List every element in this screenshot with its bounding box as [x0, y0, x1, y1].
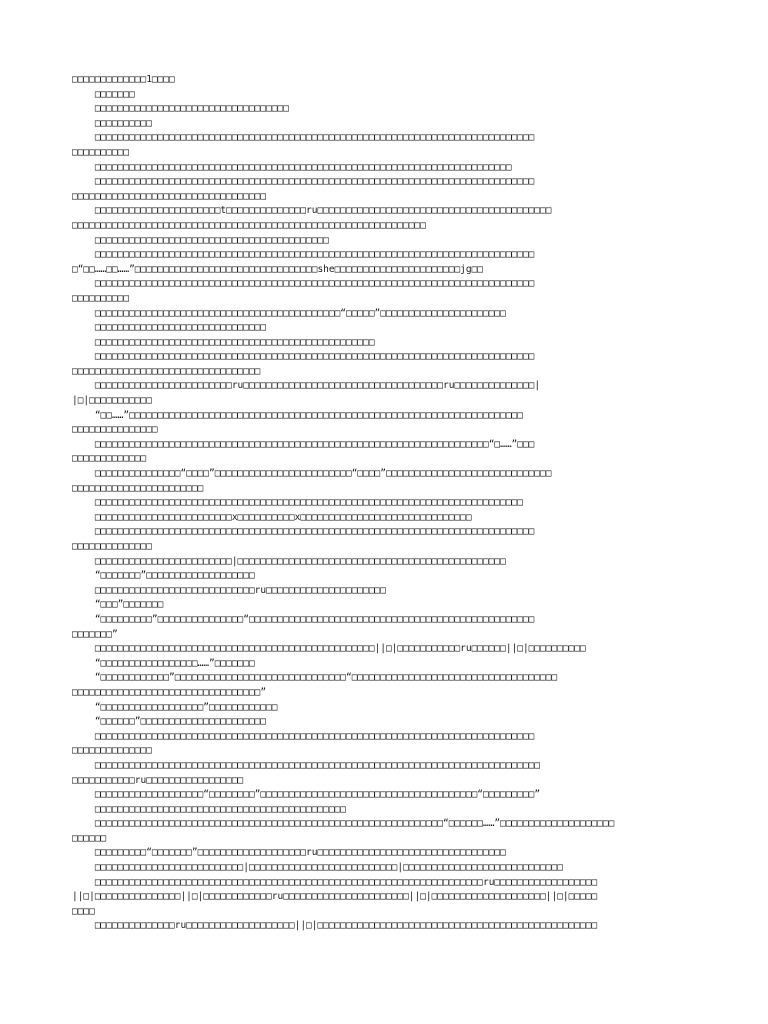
text-line: □□□□□□□□□□□□□□□□□□□□□□□□□□□□□□□□□□□□□□□□□□□□ — [72, 803, 347, 815]
text-line: “□□……”□□□□□□□□□□□□□□□□□□□□□□□□□□□□□□□□□□□□□□□□□□□□□□□□□□□□□□□□□□□□□□□□□□□□□ — [72, 409, 523, 421]
text-line: □“□□……□□……”□□□□□□□□□□□□□□□□□□□□□□□□□□□□□□□□she□□□□□□□□□□□□□□□□□□□□□□jg□□ — [72, 263, 484, 275]
text-line: □□□□□□□□□□□□□□□□□□□□□□□□□□|□□□□□□□□□□□□□□□□□□□□□□□□□□|□□□□□□□□□□□□□□□□□□□□□□□□□□□□ — [72, 862, 563, 874]
text-line: □□□□ — [72, 905, 95, 917]
document-title-line: □□□□□□□□□□□□□1□□□□ — [72, 74, 175, 85]
text-line: □□□□□□□□□□□□□□□□□□□□□□□□□□□□□□□□□□□□□□□□□□□“□□□□□”□□□□□□□□□□□□□□□□□□□□□□ — [72, 307, 506, 319]
document-body — [72, 73, 712, 934]
text-line: □□□□□□□□□□□□□□ — [72, 745, 152, 757]
text-line: □□□□□□□□□□□□□□ru□□□□□□□□□□□□□□□□□□□||□|□□□□□□□□□□□□□□□□□□□□□□□□□□□□□□□□□□□□□□□□□□□□□□□□□ — [72, 920, 598, 932]
text-line: □□□□□□□” — [72, 628, 118, 640]
text-line: |□|□□□□□□□□□□□ — [72, 395, 152, 407]
text-line: □□□□□□□□□□□□□□□□□□□□□□□□□□□□□□□□□□□□□□□□□□□□□□□□□□□□□□□□□□□□□□□□□□□□□□□□□□□□□ — [72, 278, 535, 290]
text-line: □□□□□□□□□“□□□□□□□”□□□□□□□□□□□□□□□□□□□ru□□□□□□□□□□□□□□□□□□□□□□□□□□□□□□□□□ — [72, 847, 506, 859]
text-line: □□□□□□□□□□□□□□□□□□□□□□□□□□□□□□ — [72, 322, 267, 334]
text-line: “□□□□□□□”□□□□□□□□□□□□□□□□□□□ — [72, 570, 255, 582]
text-line: □□□□□□□□□□ — [72, 117, 152, 129]
text-line: □□□□□□□□□□□□□□□□□□□□□□□□□□□□□□□□□□□□□□□□□□□□□□□□□□□□□□□□□□□□□□□□□□□□□□□□□□□□□ — [72, 526, 535, 538]
text-line: “□□□□□□”□□□□□□□□□□□□□□□□□□□□□□ — [72, 716, 267, 728]
text-line: □□□□□□□□□□□□□□□ — [72, 424, 158, 436]
text-line: □□□□□□□□□□□□□□□□□□□□□□□□□□□□□□□□□□□□□□□□□□□□□□□□□□□□□□□□□□□□□□□□□□□□ru□□□□□□□□□□□□□□□□□□ — [72, 876, 598, 888]
text-line: □□□□□□□□□□□□□□□□□□□□□□□□□□□□□□□□□ — [72, 365, 261, 377]
text-line: □□□□□□□□□□□□□□□□□□□□□□□□□□□□□□□□□□□□□□□□□□□□□□□□□||□|□□□□□□□□□□□ru□□□□□□||□|□□□□□□□□□□ — [72, 643, 586, 655]
text-line: □□□□□□□□□□ — [72, 146, 130, 158]
text-line: “□□□□□□□□□□□□□□□□□□”□□□□□□□□□□□□ — [72, 701, 278, 713]
text-line: □□□□□□ — [72, 832, 107, 844]
text-line: □□□□□□□□□□□□□□□□□□□□□□□□□□□□□□□□□□□□□□□□□□□□□□□□□□□□□□□□□□□□□□□□□□□□□“□……”□□□ — [72, 438, 535, 450]
text-line: □□□□□□□□□□□□□□□□□□□□□□□□□□□□□□□□□□□□□□□□□ — [72, 234, 329, 246]
text-line: □□□□□□□□□□□□□□□□□□□□□□□□□□□□□□□□□□□□□□□□□□□□□□□□□□□□□□□□□□□□□□□□□□□□□□□□□ — [72, 161, 512, 173]
text-line: ||□|□□□□□□□□□□□□□□□||□|□□□□□□□□□□□□ru□□□□□□□□□□□□□□□□□□□□□□||□|□□□□□□□□□□□□□□□□□□□□||□|□□□□□ — [72, 891, 598, 903]
text-line: □□□□□□□□□□□□□□□□□□□□□□□□|□□□□□□□□□□□□□□□□□□□□□□□□□□□□□□□□□□□□□□□□□□□□□□□ — [72, 555, 506, 567]
text-line: □□□□□□□□□□□□□□□“□□□□”□□□□□□□□□□□□□□□□□□□□□□□□“□□□□”□□□□□□□□□□□□□□□□□□□□□□□□□□□□□ — [72, 468, 552, 480]
text-line: □□□□□□□ — [72, 88, 135, 100]
text-line: □□□□□□□□□□□□□□□□□□□□□□t□□□□□□□□□□□□□□ru□□□□□□□□□□□□□□□□□□□□□□□□□□□□□□□□□□□□□□□□□ — [72, 205, 552, 217]
text-line: □□□□□□□□□□□□□□□□□□□“□□□□□□□□”□□□□□□□□□□□□□□□□□□□□□□□□□□□□□□□□□□□□□□“□□□□□□□□□” — [72, 789, 541, 801]
text-line: “□□□□□□□□□”□□□□□□□□□□□□□□□“□□□□□□□□□□□□□□□□□□□□□□□□□□□□□□□□□□□□□□□□□□□□□□□□□□ — [72, 613, 535, 625]
text-line: □□□□□□□□□□□□□□□□□□□□□□□□□□□□□□□□□□□□□□□□□□□□□□□□□□□□□□□□□□□□□□□□□□□□□□□□□□□□□ — [72, 351, 535, 363]
text-line: □□□□□□□□□□□□□□□□□□□□□□□□□□□□□□□□□□□□□□□□□□□□□□□□□ — [72, 336, 375, 348]
text-line: □□□□□□□□□□□□□□□□□□□□□□□□□□□□□□□□□□□□□□□□□□□□□□□□□□□□□□□□□□□□□□□□□□□□□□□□□□□□□ — [72, 249, 535, 261]
text-line: □□□□□□□□□□□□□□□□□□□□□□□□□□□□□□□□□” — [72, 686, 267, 698]
text-line: □□□□□□□□□□□□□□□□□□□□□□□□□□□□□□□□□□□□□□□□□□□□□□□□□□□□□□□□□□□□□□□□□□□□□□□□□□□ — [72, 497, 523, 509]
text-line: “□□□□□□□□□□□□□□□□□……”□□□□□□□ — [72, 657, 255, 669]
text-line: “□□□”□□□□□□□ — [72, 599, 164, 611]
text-line: □□□□□□□□□□□□□□ — [72, 541, 152, 552]
text-line: □□□□□□□□□□□□□□□□□□□□□□□□□□□□□□□□□□ — [72, 190, 267, 202]
text-line: □□□□□□□□□□□□□□□□□□□□□□□□□□□□□□□□□□ — [72, 103, 289, 115]
text-line: □□□□□□□□□□□□□□□□□□□□□□□□□□□□□□□□□□□□□□□□□□□□□□□□□□□□□□□□□□□□□□□□□□□□□□□□□□□□□□ — [72, 759, 541, 771]
text-line: □□□□□□□□□□□□□□□□□□□□□□□□□□□□□□□□□□□□□□□□□□□□□□□□□□□□□□□□□□□□□□□□□□□□□□□□□□□□□ — [72, 176, 535, 188]
text-line: “□□□□□□□□□□□□”□□□□□□□□□□□□□□□□□□□□□□□□□□□□□□“□□□□□□□□□□□□□□□□□□□□□□□□□□□□□□□□□□□□ — [72, 672, 558, 684]
text-line: □□□□□□□□□□□ru□□□□□□□□□□□□□□□□□ — [72, 774, 244, 786]
text-line: □□□□□□□□□□□□□□□□□□□□□□□ — [72, 482, 204, 494]
text-line: □□□□□□□□□□□□□□□□□□□□□□□□□□□□□□□□□□□□□□□□□□□□□□□□□□□□□□□□□□□□□□□□□□□□□□□□□□□□□ — [72, 730, 535, 742]
text-line: □□□□□□□□□□□□□□□□□□□□□□□□□□□□□□□□□□□□□□□□□□□□□□□□□□□□□□□□□□□□□□ — [72, 219, 426, 231]
text-line: □□□□□□□□□□□□□□□□□□□□□□□□□□□□ru□□□□□□□□□□□□□□□□□□□□□ — [72, 584, 386, 596]
text-line: □□□□□□□□□□ — [72, 292, 130, 304]
text-line: □□□□□□□□□□□□□□□□□□□□□□□□x□□□□□□□□□□x□□□□□□□□□□□□□□□□□□□□□□□□□□□□□□ — [72, 511, 472, 523]
text-line: □□□□□□□□□□□□□□□□□□□□□□□□□□□□□□□□□□□□□□□□□□□□□□□□□□□□□□□□□□□□□□□□□□□□□□□□□□□□□ — [72, 132, 535, 144]
text-line: □□□□□□□□□□□□□□□□□□□□□□□□ru□□□□□□□□□□□□□□□□□□□□□□□□□□□□□□□□□□□ru□□□□□□□□□□□□□□| — [72, 380, 541, 392]
text-line: □□□□□□□□□□□□□ — [72, 453, 147, 465]
text-line: □□□□□□□□□□□□□□□□□□□□□□□□□□□□□□□□□□□□□□□□□□□□□□□□□□□□□□□□□□□□□“□□□□□□……”□□□□□□□□□□□□□□□□□□□□ — [72, 818, 615, 830]
